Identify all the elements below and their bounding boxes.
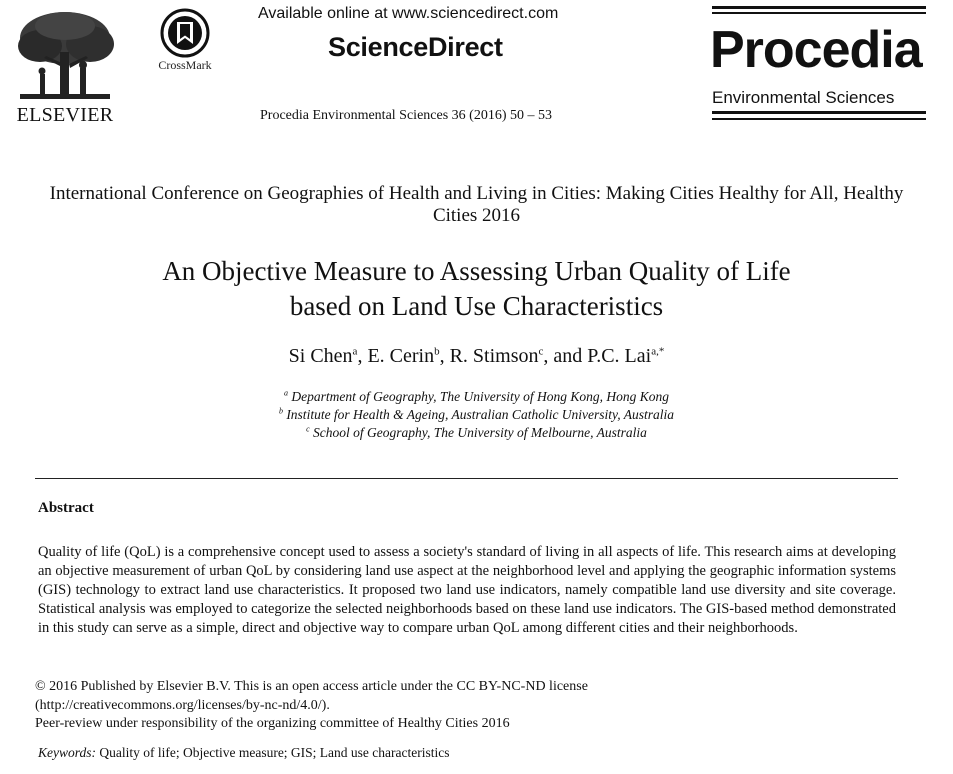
top-rule <box>712 6 926 9</box>
sciencedirect-logo: ScienceDirect <box>328 32 503 62</box>
bottom-rule-thin <box>712 118 926 120</box>
affiliation-b <box>60 407 893 423</box>
bottom-rule <box>712 111 926 114</box>
available-online-text[interactable]: Available online at www.sciencedirect.com <box>258 5 559 22</box>
author-separator: , and <box>543 345 588 367</box>
keywords-line <box>38 745 450 761</box>
affiliation-text: School of Geography, The University of Melbourne, Australia <box>313 425 647 440</box>
affiliation-marker: b <box>278 406 283 416</box>
affiliation-marker: a <box>284 388 288 398</box>
section-divider <box>35 478 898 479</box>
procedia-wordmark: Procedia <box>710 21 922 79</box>
affiliation-c <box>60 425 893 441</box>
author-affil-marker: c <box>538 345 544 358</box>
copyright-block <box>35 678 895 734</box>
license-link[interactable]: (http://creativecommons.org/licenses/by-nc-nd/4.0/). <box>35 697 330 713</box>
conference-name: International Conference on Geographies of Health and Living in Cities: Making Cities Healthy for All, Healthy Cities 2016 <box>49 183 904 226</box>
peer-review-line: Peer-review under responsibility of the organizing committee of Healthy Cities 2016 <box>35 716 510 731</box>
elsevier-tree-icon <box>10 8 120 103</box>
affiliation-marker: c <box>306 424 310 434</box>
keywords-list: Quality of life; Objective measure; GIS; Land use characteristics <box>99 745 450 760</box>
paper-title <box>60 254 893 324</box>
affiliation-text: Department of Geography, The University of Hong Kong, Hong Kong <box>291 389 669 404</box>
author-affil-marker: a <box>352 345 358 358</box>
affiliation-text: Institute for Health & Ageing, Australian Catholic University, Australia <box>286 407 675 422</box>
crossmark-label: CrossMark <box>158 58 212 72</box>
title-line-1: An Objective Measure to Assessing Urban Quality of Life <box>162 256 791 286</box>
elsevier-logo <box>10 8 120 128</box>
author-name: P.C. Lai <box>587 345 652 367</box>
author-list <box>60 345 893 368</box>
author-separator: , <box>357 345 368 367</box>
author-name: R. Stimson <box>449 345 539 367</box>
author-name: E. Cerin <box>367 345 435 367</box>
author-name: Si Chen <box>288 345 353 367</box>
author-affil-marker: a,* <box>651 345 665 358</box>
procedia-logo <box>712 6 926 126</box>
author-separator: , <box>439 345 450 367</box>
abstract-heading: Abstract <box>38 500 94 516</box>
author-affil-marker: b <box>434 345 440 358</box>
copyright-line: © 2016 Published by Elsevier B.V. This is an open access article under the CC BY-NC-ND license <box>35 679 588 694</box>
top-rule-thin <box>712 12 926 14</box>
crossmark-badge[interactable] <box>150 8 220 78</box>
crossmark-icon <box>160 8 210 58</box>
title-line-2: based on Land Use Characteristics <box>289 291 664 321</box>
elsevier-wordmark: ELSEVIER <box>16 104 114 126</box>
procedia-subtitle: Environmental Sciences <box>712 88 895 107</box>
keywords-label: Keywords: <box>38 745 96 760</box>
abstract-body: Quality of life (QoL) is a comprehensive concept used to assess a society's standard of living in all aspects of life. This research aims at developing an objective measurement of urban QoL by considering land use aspect at the neighborhood level and applying the geographic information systems (GIS) technology to extract land use characteristics. It proposed two land use indicators, namely compatible land use diversity and site coverage. Statistical analysis was employed to categorize the selected neighborhoods based on these land use indicators. The GIS-based method demonstrated in this study can serve as a simple, direct and objective way to compare urban QoL among different cities and their neighborhoods. <box>38 544 896 636</box>
affiliation-a <box>60 389 893 405</box>
journal-reference: Procedia Environmental Sciences 36 (2016) 50 – 53 <box>260 108 552 123</box>
